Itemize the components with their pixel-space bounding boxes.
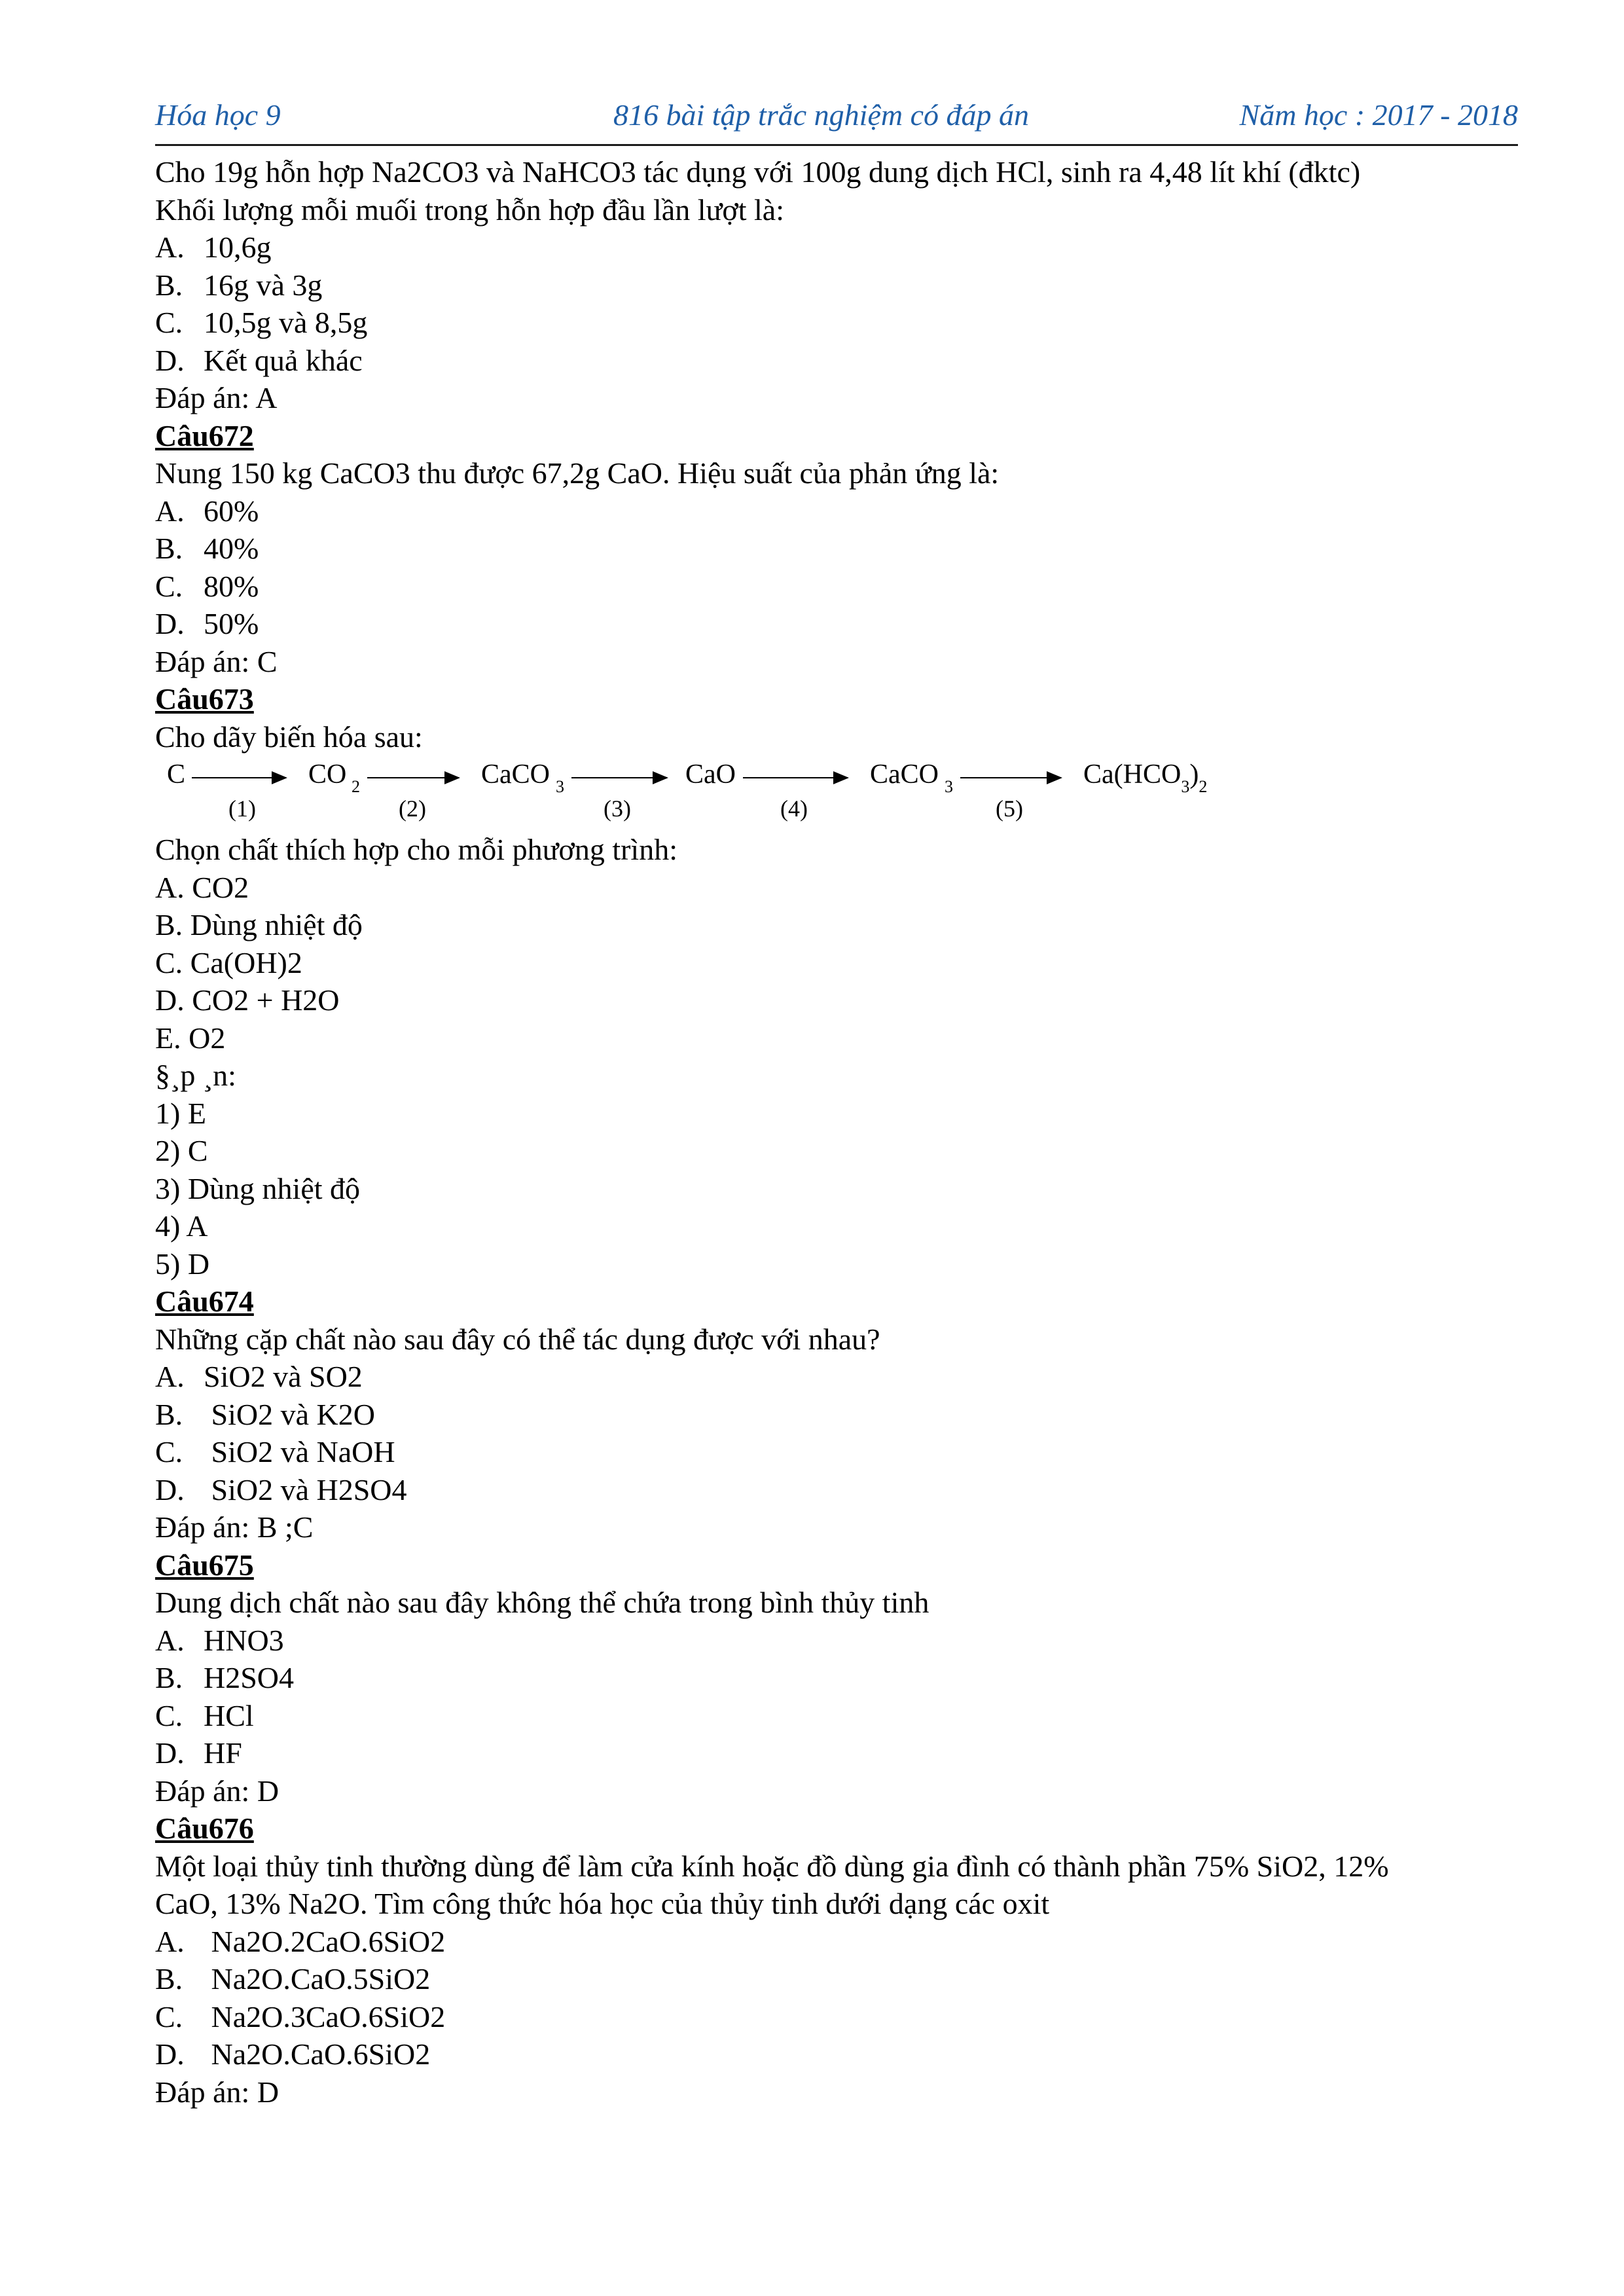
option-letter: B.	[155, 268, 183, 302]
option-c	[155, 1998, 1518, 2036]
question-text: Khối lượng mỗi muối trong hỗn hợp đầu lần lượt là:	[155, 192, 784, 227]
answer-line: Đáp án: D	[155, 2075, 280, 2109]
choice-c: C. Ca(OH)2	[155, 945, 302, 979]
option-text: H2SO4	[204, 1661, 295, 1694]
option-d	[155, 1471, 1518, 1509]
option-letter: A.	[155, 1924, 185, 1958]
option-b	[155, 1960, 1518, 1998]
answer-line: Đáp án: D	[155, 1774, 280, 1808]
chain-species-caco3: CaCO	[481, 759, 550, 790]
answer-line: Đáp án: B ;C	[155, 1510, 314, 1544]
answer-item: 4) A	[155, 1209, 208, 1243]
answer-item: 1) E	[155, 1096, 206, 1130]
answer-label: §¸p ¸n:	[155, 1059, 236, 1092]
question-text: CaO, 13% Na2O. Tìm công thức hóa học của thủy tinh dưới dạng các oxit	[155, 1887, 1050, 1920]
option-d	[155, 342, 1518, 380]
option-text: Kết quả khác	[204, 343, 363, 377]
option-c	[155, 568, 1518, 606]
option-letter: D.	[155, 1472, 185, 1506]
option-text: HNO3	[204, 1623, 284, 1657]
option-text: HCl	[204, 1698, 254, 1732]
option-text: 50%	[204, 607, 259, 640]
document-body	[155, 153, 1518, 2111]
option-letter: D.	[155, 343, 185, 377]
option-letter: B.	[155, 1962, 183, 1995]
option-text: SiO2 và H2SO4	[204, 1472, 407, 1506]
answer-line: Đáp án: A	[155, 381, 278, 414]
option-text: 10,5g và 8,5g	[204, 306, 368, 339]
option-letter: B.	[155, 1661, 183, 1694]
question-heading: Câu673	[155, 682, 254, 716]
chain-species-co2: CO	[308, 759, 347, 790]
option-letter: A.	[155, 230, 185, 264]
option-letter: D.	[155, 1736, 185, 1770]
option-c	[155, 304, 1518, 342]
option-text: Na2O.3CaO.6SiO2	[204, 1999, 446, 2033]
option-letter: D.	[155, 607, 185, 640]
option-text: Na2O.CaO.6SiO2	[204, 2037, 431, 2071]
answer-item: 5) D	[155, 1247, 210, 1281]
question-text: Dung dịch chất nào sau đây không thể chứa trong bình thủy tinh	[155, 1586, 929, 1619]
subscript: 2	[352, 777, 360, 796]
option-letter: C.	[155, 1999, 183, 2033]
reaction-chain-diagram	[155, 756, 1518, 831]
option-a	[155, 492, 1518, 530]
option-b	[155, 266, 1518, 304]
question-text: Nung 150 kg CaCO3 thu được 67,2g CaO. Hiệu suất của phản ứng là:	[155, 456, 1000, 490]
option-text: 10,6g	[204, 230, 272, 264]
option-b	[155, 1659, 1518, 1697]
step-label-5: (5)	[996, 795, 1023, 822]
option-a	[155, 228, 1518, 266]
option-d	[155, 605, 1518, 643]
header-subject: Hóa học 9	[155, 98, 281, 132]
option-b	[155, 530, 1518, 568]
question-heading: Câu672	[155, 418, 254, 452]
choice-a: A. CO2	[155, 870, 249, 904]
question-heading: Câu676	[155, 1812, 254, 1845]
option-c	[155, 1697, 1518, 1735]
question-text: Một loại thủy tinh thường dùng để làm cửa kính hoặc đồ dùng gia đình có thành phần 75% SiO2, 12%	[155, 1849, 1389, 1883]
subscript: 3	[556, 777, 564, 796]
step-label-2: (2)	[399, 795, 426, 822]
option-d	[155, 2035, 1518, 2073]
question-text: Cho dãy biến hóa sau:	[155, 720, 423, 754]
answer-line: Đáp án: C	[155, 644, 278, 678]
question-text: Những cặp chất nào sau đây có thể tác dụng được với nhau?	[155, 1322, 880, 1356]
option-text: 60%	[204, 494, 259, 528]
choice-d: D. CO2 + H2O	[155, 983, 340, 1017]
reaction-chain-svg	[155, 756, 1268, 831]
chain-species-c: C	[167, 759, 186, 790]
option-letter: D.	[155, 2037, 185, 2071]
option-letter: B.	[155, 532, 183, 565]
step-label-4: (4)	[780, 795, 808, 822]
question-heading: Câu674	[155, 1285, 254, 1318]
question-text: Cho 19g hỗn hợp Na2CO3 và NaHCO3 tác dụng với 100g dung dịch HCl, sinh ra 4,48 lít khí (đktc)	[155, 155, 1361, 189]
answer-item: 2) C	[155, 1134, 208, 1167]
chain-species-ca-hco3-2: $Ca(HCO_3)_2$	[1083, 759, 1208, 796]
step-label-3: (3)	[604, 795, 631, 822]
option-text: Na2O.CaO.5SiO2	[204, 1962, 431, 1995]
header-title: 816 bài tập trắc nghiệm có đáp án	[613, 98, 1029, 132]
option-letter: C.	[155, 1435, 183, 1468]
option-c	[155, 1433, 1518, 1471]
choice-e: E. O2	[155, 1021, 226, 1055]
option-a	[155, 1622, 1518, 1660]
option-letter: C.	[155, 569, 183, 603]
option-letter: B.	[155, 1397, 183, 1431]
option-a	[155, 1923, 1518, 1961]
option-text: Na2O.2CaO.6SiO2	[204, 1924, 446, 1958]
option-text: SiO2 và SO2	[204, 1360, 363, 1393]
option-text: 40%	[204, 532, 259, 565]
option-text: SiO2 và K2O	[204, 1397, 375, 1431]
option-text: SiO2 và NaOH	[204, 1435, 395, 1468]
option-letter: A.	[155, 494, 185, 528]
choice-b: B. Dùng nhiệt độ	[155, 908, 363, 941]
option-text: 80%	[204, 569, 259, 603]
option-a	[155, 1358, 1518, 1396]
option-letter: C.	[155, 1698, 183, 1732]
option-letter: A.	[155, 1623, 185, 1657]
option-text: HF	[204, 1736, 242, 1770]
chain-species-cao: CaO	[685, 759, 736, 790]
question-prompt: Chọn chất thích hợp cho mỗi phương trình:	[155, 833, 677, 866]
option-text: 16g và 3g	[204, 268, 323, 302]
option-d	[155, 1734, 1518, 1772]
step-label-1: (1)	[228, 795, 256, 822]
header-school-year: Năm học : 2017 - 2018	[1239, 98, 1518, 132]
answer-item: 3) Dùng nhiệt độ	[155, 1171, 361, 1205]
page-header	[155, 92, 1518, 146]
question-heading: Câu675	[155, 1548, 254, 1582]
subscript: 3	[945, 777, 953, 796]
option-letter: C.	[155, 306, 183, 339]
option-b	[155, 1396, 1518, 1434]
option-letter: A.	[155, 1360, 185, 1393]
chain-species-caco3: CaCO	[870, 759, 939, 790]
